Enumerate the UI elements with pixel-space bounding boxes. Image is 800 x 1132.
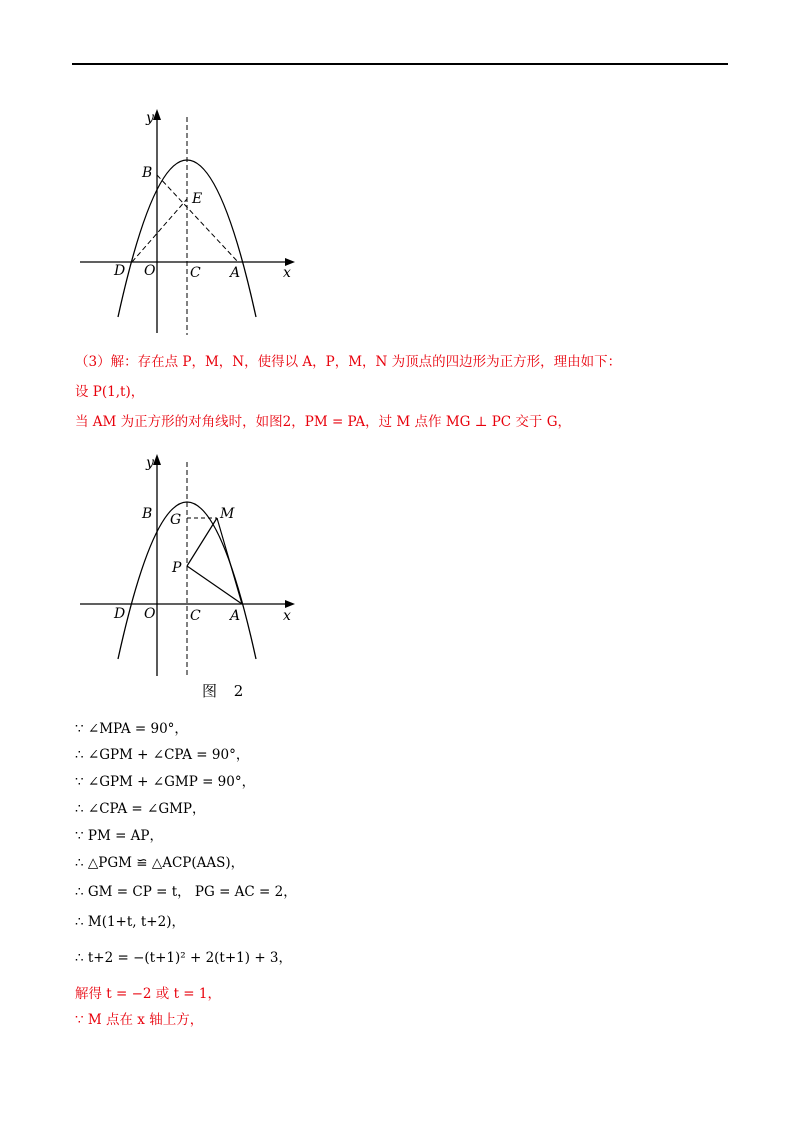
label-P: P xyxy=(172,560,182,576)
label-A: A xyxy=(230,608,241,624)
label-B: B xyxy=(142,506,153,522)
set-point-line: 设 P(1,t)， xyxy=(75,384,145,400)
header-rule xyxy=(72,63,728,65)
step-5: ∵ PM = AP， xyxy=(75,828,164,844)
label-D: D xyxy=(114,263,126,279)
figure-2 xyxy=(80,452,310,686)
step-8: ∴ M(1+t, t+2)， xyxy=(75,914,185,930)
label-C: C xyxy=(190,608,201,624)
figure-1 xyxy=(80,105,310,344)
step-4: ∴ ∠CPA = ∠GMP， xyxy=(75,801,206,817)
step-6: ∴ △PGM ≌ △ACP(AAS)， xyxy=(75,855,245,871)
line-MA xyxy=(217,518,242,604)
step-1: ∵ ∠MPA = 90°， xyxy=(75,721,188,737)
label-y: y xyxy=(146,110,154,126)
label-M: M xyxy=(220,506,235,522)
solution-intro: （3）解：存在点 P，M，N，使得以 A，P，M，N 为顶点的四边形为正方形，理由如下： xyxy=(75,354,622,370)
label-A: A xyxy=(230,265,241,281)
label-G: G xyxy=(170,512,182,528)
solve-line: 解得 t = −2 或 t = 1， xyxy=(75,986,222,1002)
label-x: x xyxy=(283,265,291,281)
label-E: E xyxy=(192,191,203,207)
step-2: ∴ ∠GPM + ∠CPA = 90°， xyxy=(75,747,250,763)
y-axis-arrow xyxy=(153,454,161,465)
label-C: C xyxy=(190,265,201,281)
label-y: y xyxy=(146,455,154,471)
label-O: O xyxy=(144,263,156,279)
label-x: x xyxy=(283,608,291,624)
label-D: D xyxy=(114,606,126,622)
line-PM xyxy=(187,518,217,566)
label-O: O xyxy=(144,606,156,622)
step-3: ∵ ∠GPM + ∠GMP = 90°， xyxy=(75,774,256,790)
y-axis-arrow xyxy=(153,109,161,120)
line-BA xyxy=(157,175,238,262)
label-B: B xyxy=(142,165,153,181)
line-PA xyxy=(187,566,242,604)
reason-line: ∵ M 点在 x 轴上方， xyxy=(75,1012,204,1028)
step-9: ∴ t+2 = −(t+1)² + 2(t+1) + 3， xyxy=(75,950,293,966)
x-axis-arrow xyxy=(285,600,295,608)
figure-2-caption: 图 2 xyxy=(202,682,250,700)
case-line: 当 AM 为正方形的对角线时，如图2，PM = PA，过 M 点作 MG ⊥ PC 交于 G， xyxy=(75,414,571,430)
step-7: ∴ GM = CP = t， PG = AC = 2， xyxy=(75,884,297,900)
